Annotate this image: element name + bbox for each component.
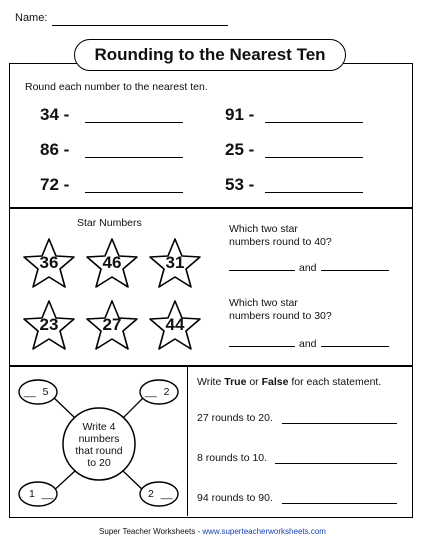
star-number: 36 [39,253,59,272]
worksheet-title: Rounding to the Nearest Ten [74,39,346,71]
star-number: 23 [39,315,59,334]
center-line: to 20 [87,457,111,469]
star-number: 44 [165,315,185,334]
oval-bottom-left[interactable] [29,488,53,500]
footer-brand: Super Teacher Worksheets [99,527,196,536]
answer-line-30b[interactable] [321,346,389,347]
section-divider [187,367,188,516]
oval-blank: __ [24,386,36,398]
instr-false: False [261,376,289,388]
oval-digit: 2 [148,488,154,500]
instr-text: Write [197,376,225,388]
star-23 [21,299,77,351]
star-number: 27 [102,315,122,334]
name-line[interactable] [52,25,228,26]
oval-top-right[interactable] [145,386,169,398]
star-numbers-title: Star Numbers [77,217,142,229]
answer-line-30a[interactable] [229,346,295,347]
footer-link[interactable]: www.superteacherworksheets.com [202,527,326,536]
statement-3: 94 rounds to 90. [197,492,273,504]
oval-digit: 2 [163,386,170,398]
web-center-text [68,421,130,469]
instr-true: True [224,376,247,388]
oval-blank: __ [41,488,54,500]
name-label: Name: [15,12,48,24]
oval-blank: __ [145,386,157,398]
problem-4: 25 - [225,140,255,159]
star-number: 46 [102,253,122,272]
answer-line-40a[interactable] [229,270,295,271]
statement-1-answer[interactable] [282,423,397,424]
statement-2: 8 rounds to 10. [197,452,268,464]
oval-blank: __ [160,488,173,500]
footer-separator: - [195,527,203,536]
oval-top-left[interactable] [24,386,48,398]
round-to-20-section [9,366,413,518]
statement-2-answer[interactable] [275,463,397,464]
and-label: and [299,338,317,350]
center-line: numbers [78,433,120,445]
star-44 [147,299,203,351]
footer [0,527,425,536]
star-number: 31 [165,253,185,272]
star-27 [84,299,140,351]
answer-line-40b[interactable] [321,270,389,271]
instr-text: or [246,376,262,388]
question-round-30 [229,297,332,323]
and-label: and [299,262,317,274]
problem-6: 53 - [225,175,255,194]
question-line: Which two star [229,223,298,235]
instr-text: for each statement. [288,376,382,388]
problem-2: 91 - [225,105,255,124]
answer-line-3[interactable] [85,157,183,158]
question-line: numbers round to 30? [229,310,332,322]
question-line: numbers round to 40? [229,236,332,248]
answer-line-2[interactable] [265,122,363,123]
statement-1: 27 rounds to 20. [197,412,273,424]
oval-bottom-right[interactable] [148,488,172,500]
statement-3-answer[interactable] [282,503,397,504]
center-line: Write 4 [82,421,116,433]
answer-line-5[interactable] [85,192,183,193]
answer-line-6[interactable] [265,192,363,193]
problem-5: 72 - [40,175,70,194]
instruction-text: Round each number to the nearest ten. [25,81,208,93]
center-line: that round [75,445,123,457]
answer-line-1[interactable] [85,122,183,123]
star-numbers-section [9,208,413,366]
star-31 [147,237,203,289]
question-line: Which two star [229,297,298,309]
star-36 [21,237,77,289]
rounding-section [9,63,413,208]
answer-line-4[interactable] [265,157,363,158]
problem-1: 34 - [40,105,70,124]
problem-3: 86 - [40,140,70,159]
oval-digit: 1 [29,488,35,500]
true-false-instruction [197,376,381,388]
question-round-40 [229,223,332,249]
oval-digit: 5 [42,386,49,398]
star-46 [84,237,140,289]
